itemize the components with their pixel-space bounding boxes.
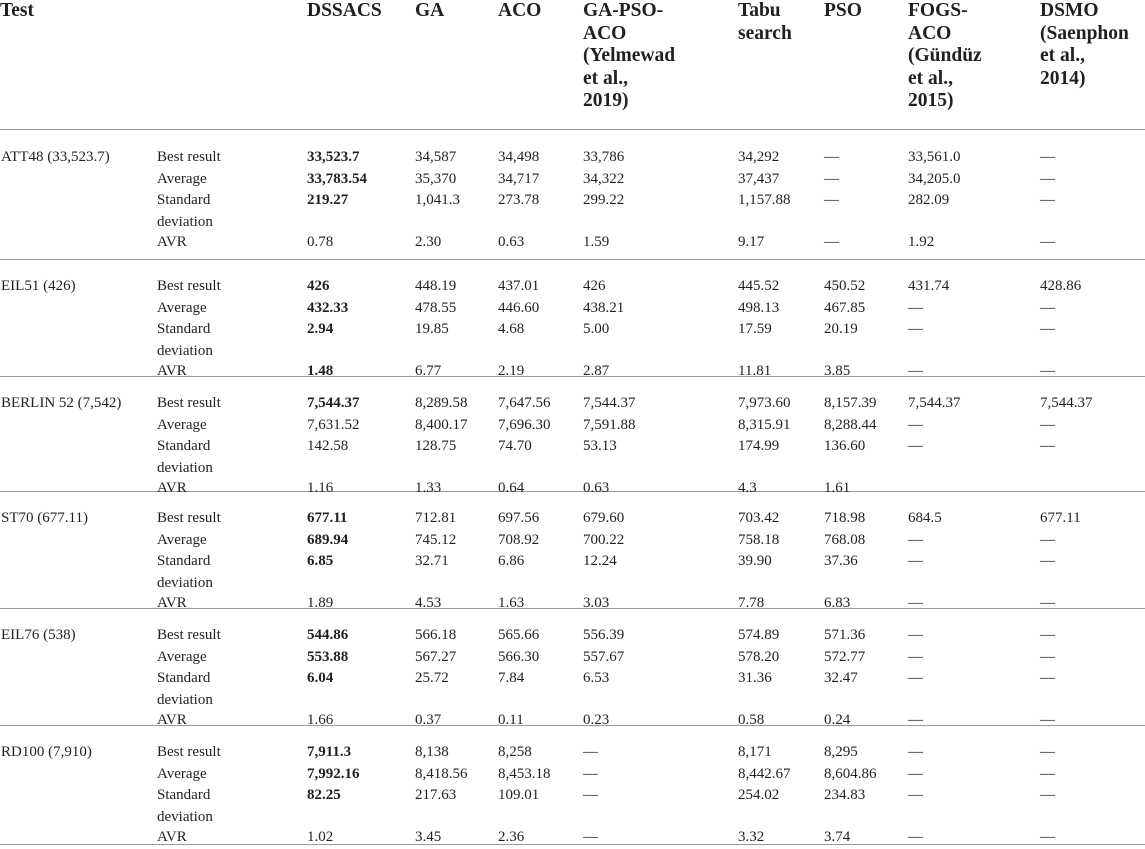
cell-std: — <box>1040 438 1055 454</box>
header-line: 2015) <box>908 90 954 111</box>
row-label-line: Standard <box>157 321 211 337</box>
cell-best: 703.42 <box>738 510 780 526</box>
cell-best: 34,587 <box>415 149 457 165</box>
cell-avr: 0.64 <box>498 480 525 496</box>
cell-std: — <box>908 321 923 337</box>
cell-avr: 9.17 <box>738 234 765 250</box>
header-line: ACO <box>583 22 627 44</box>
test-name: EIL76 (538) <box>1 627 76 643</box>
cell-avg: — <box>908 532 923 548</box>
test-group <box>0 608 1145 726</box>
header-line: Tabu <box>738 0 781 21</box>
cell-std: 12.24 <box>583 553 617 569</box>
cell-best: 34,498 <box>498 149 540 165</box>
cell-best: 34,292 <box>738 149 780 165</box>
cell-avr: 4.53 <box>415 595 442 611</box>
header-col-ga <box>415 0 444 23</box>
header-line: 2014) <box>1040 67 1086 89</box>
cell-std: 6.85 <box>307 553 334 569</box>
cell-best: 8,258 <box>498 744 532 760</box>
cell-avr: — <box>583 829 598 845</box>
cell-avr: — <box>1040 363 1055 379</box>
row-label-line: Standard <box>157 438 211 454</box>
cell-best: 7,544.37 <box>1040 395 1093 411</box>
header-line: (Yelmewad <box>583 45 676 66</box>
cell-best: — <box>908 627 923 643</box>
cell-avg: 8,442.67 <box>738 766 791 782</box>
cell-avg: 8,288.44 <box>824 417 877 433</box>
cell-std: 32.47 <box>824 670 858 686</box>
cell-std: 6.86 <box>498 553 525 569</box>
header-line: et al., <box>583 67 628 89</box>
cell-best: 450.52 <box>824 278 866 294</box>
cell-avg: 768.08 <box>824 532 866 548</box>
cell-std: 273.78 <box>498 192 540 208</box>
cell-avg: — <box>1040 766 1055 782</box>
cell-std: 142.58 <box>307 438 349 454</box>
cell-best: 426 <box>307 278 330 294</box>
cell-avr: 1.02 <box>307 829 334 845</box>
cell-avr: 1.61 <box>824 480 851 496</box>
cell-std: 17.59 <box>738 321 772 337</box>
test-name: BERLIN 52 (7,542) <box>1 395 122 411</box>
row-label-best: Best result <box>157 149 221 165</box>
cell-avg: 572.77 <box>824 649 866 665</box>
cell-avg: 8,453.18 <box>498 766 551 782</box>
cell-std: 6.53 <box>583 670 610 686</box>
cell-avg: — <box>908 417 923 433</box>
cell-std: 136.60 <box>824 438 866 454</box>
cell-avg: 34,717 <box>498 171 540 187</box>
cell-best: 437.01 <box>498 278 540 294</box>
header-col-tabu <box>738 0 792 45</box>
cell-std: — <box>908 553 923 569</box>
cell-avg: 8,604.86 <box>824 766 877 782</box>
cell-avr: 1.16 <box>307 480 334 496</box>
cell-avg: 7,992.16 <box>307 766 360 782</box>
row-label-avr: AVR <box>157 829 187 845</box>
cell-avr: 6.83 <box>824 595 851 611</box>
cell-best: 7,973.60 <box>738 395 791 411</box>
cell-best: 697.56 <box>498 510 540 526</box>
cell-best: 8,295 <box>824 744 858 760</box>
cell-best: — <box>824 149 839 165</box>
cell-std: 299.22 <box>583 192 625 208</box>
cell-avg: 758.18 <box>738 532 780 548</box>
cell-best: 426 <box>583 278 606 294</box>
cell-avr: 2.87 <box>583 363 610 379</box>
row-label-line: deviation <box>157 574 213 591</box>
cell-avr: 2.19 <box>498 363 525 379</box>
cell-avr: — <box>1040 234 1055 250</box>
cell-avg: — <box>1040 417 1055 433</box>
cell-best: — <box>1040 627 1055 643</box>
cell-std: 109.01 <box>498 787 540 803</box>
row-label-line: Standard <box>157 670 211 686</box>
cell-avr: 4.3 <box>738 480 757 496</box>
cell-avg: 498.13 <box>738 300 780 316</box>
cell-avg: 689.94 <box>307 532 349 548</box>
cell-avr: 0.58 <box>738 712 765 728</box>
cell-avr: 1.66 <box>307 712 334 728</box>
header-line: ACO <box>908 22 952 44</box>
row-label-std <box>157 785 213 828</box>
cell-std: — <box>1040 670 1055 686</box>
cell-avr: — <box>908 595 923 611</box>
cell-avr: — <box>908 363 923 379</box>
cell-std: — <box>908 787 923 803</box>
row-label-best: Best result <box>157 510 221 526</box>
cell-std: 174.99 <box>738 438 780 454</box>
header-col-dsmo <box>1040 0 1129 90</box>
cell-std: — <box>1040 321 1055 337</box>
cell-avg: 7,591.88 <box>583 417 636 433</box>
cell-best: 8,157.39 <box>824 395 877 411</box>
cell-avr: 3.03 <box>583 595 610 611</box>
cell-std: 25.72 <box>415 670 449 686</box>
test-group <box>0 376 1145 496</box>
header-line: search <box>738 22 792 44</box>
cell-avr: — <box>908 712 923 728</box>
cell-std: — <box>583 787 598 803</box>
cell-std: 82.25 <box>307 787 341 803</box>
cell-best: 679.60 <box>583 510 625 526</box>
row-label-avr: AVR <box>157 480 187 496</box>
cell-avg: 34,322 <box>583 171 625 187</box>
row-label-line: Standard <box>157 553 211 569</box>
cell-avg: 432.33 <box>307 300 349 316</box>
cell-avg: — <box>583 766 598 782</box>
row-label-line: deviation <box>157 691 213 708</box>
cell-best: 566.18 <box>415 627 457 643</box>
cell-avg: 35,370 <box>415 171 457 187</box>
header-col-test <box>0 0 34 23</box>
row-label-avr: AVR <box>157 363 187 379</box>
cell-avr: 0.63 <box>583 480 610 496</box>
cell-best: — <box>908 744 923 760</box>
cell-avg: 33,783.54 <box>307 171 367 187</box>
cell-best: 718.98 <box>824 510 866 526</box>
row-label-best: Best result <box>157 627 221 643</box>
cell-best: 574.89 <box>738 627 780 643</box>
cell-avr: 3.74 <box>824 829 851 845</box>
cell-std: 19.85 <box>415 321 449 337</box>
cell-best: 677.11 <box>1040 510 1081 526</box>
cell-std: — <box>908 670 923 686</box>
cell-std: 74.70 <box>498 438 532 454</box>
row-label-std <box>157 551 213 594</box>
cell-avr: — <box>908 829 923 845</box>
cell-std: 37.36 <box>824 553 858 569</box>
cell-best: 33,561.0 <box>908 149 961 165</box>
header-line: FOGS- <box>908 0 968 21</box>
cell-avg: — <box>1040 300 1055 316</box>
header-line: PSO <box>824 0 862 21</box>
row-label-std <box>157 668 213 711</box>
row-label-avg: Average <box>157 417 207 433</box>
cell-avr: 3.45 <box>415 829 442 845</box>
cell-avg: — <box>824 171 839 187</box>
row-label-std <box>157 319 213 362</box>
cell-avg: 557.67 <box>583 649 625 665</box>
cell-std: 254.02 <box>738 787 780 803</box>
cell-std: 31.36 <box>738 670 772 686</box>
cell-std: — <box>1040 787 1055 803</box>
cell-std: 2.94 <box>307 321 334 337</box>
row-label-line: Standard <box>157 787 211 803</box>
cell-std: 20.19 <box>824 321 858 337</box>
cell-best: 677.11 <box>307 510 348 526</box>
cell-best: 7,911.3 <box>307 744 352 760</box>
cell-avr: 3.85 <box>824 363 851 379</box>
cell-avr: 0.24 <box>824 712 851 728</box>
cell-std: 39.90 <box>738 553 772 569</box>
row-label-avg: Average <box>157 300 207 316</box>
cell-avr: 0.63 <box>498 234 525 250</box>
row-label-line: Standard <box>157 192 211 208</box>
cell-best: — <box>1040 744 1055 760</box>
cell-avg: — <box>1040 532 1055 548</box>
row-label-best: Best result <box>157 744 221 760</box>
header-line: GA <box>415 0 445 21</box>
cell-avr: 6.77 <box>415 363 442 379</box>
cell-best: — <box>1040 149 1055 165</box>
cell-best: 712.81 <box>415 510 457 526</box>
header-line: DSMO <box>1040 0 1099 21</box>
test-name: ATT48 (33,523.7) <box>1 149 110 165</box>
cell-avg: 700.22 <box>583 532 625 548</box>
table-header <box>0 0 1145 130</box>
cell-avr: 1.33 <box>415 480 442 496</box>
cell-best: 33,786 <box>583 149 625 165</box>
header-line: Test <box>0 0 34 21</box>
cell-std: 234.83 <box>824 787 866 803</box>
cell-std: 5.00 <box>583 321 610 337</box>
cell-avg: 34,205.0 <box>908 171 961 187</box>
row-label-std <box>157 190 213 233</box>
cell-best: 8,171 <box>738 744 772 760</box>
cell-avg: — <box>908 300 923 316</box>
cell-avr: 2.30 <box>415 234 442 250</box>
cell-std: 53.13 <box>583 438 617 454</box>
row-label-line: deviation <box>157 213 213 230</box>
cell-avg: 7,696.30 <box>498 417 551 433</box>
row-label-best: Best result <box>157 395 221 411</box>
test-group <box>0 725 1145 845</box>
cell-avg: 446.60 <box>498 300 540 316</box>
row-label-avg: Average <box>157 766 207 782</box>
cell-avg: — <box>908 649 923 665</box>
cell-std: 4.68 <box>498 321 525 337</box>
test-group <box>0 130 1145 260</box>
cell-std: — <box>824 192 839 208</box>
test-group <box>0 259 1145 377</box>
cell-best: 33,523.7 <box>307 149 360 165</box>
cell-avg: — <box>908 766 923 782</box>
cell-avr: — <box>1040 595 1055 611</box>
cell-avr: 11.81 <box>738 363 772 379</box>
cell-avr: — <box>824 234 839 250</box>
row-label-avr: AVR <box>157 712 187 728</box>
cell-avr: 7.78 <box>738 595 765 611</box>
cell-std: — <box>908 438 923 454</box>
header-col-dssacs <box>307 0 382 23</box>
header-col-pso <box>824 0 862 23</box>
row-label-best: Best result <box>157 278 221 294</box>
cell-std: 282.09 <box>908 192 950 208</box>
test-name: RD100 (7,910) <box>1 744 92 760</box>
cell-avg: 578.20 <box>738 649 780 665</box>
cell-best: 428.86 <box>1040 278 1082 294</box>
cell-std: 217.63 <box>415 787 457 803</box>
header-line: (Saenphon <box>1040 22 1129 44</box>
header-line: (Gündüz <box>908 45 982 66</box>
cell-avg: 566.30 <box>498 649 540 665</box>
cell-avr: 2.36 <box>498 829 525 845</box>
cell-avg: 7,631.52 <box>307 417 360 433</box>
header-line: ACO <box>498 0 542 21</box>
test-name: EIL51 (426) <box>1 278 76 294</box>
cell-avg: 8,400.17 <box>415 417 468 433</box>
cell-std: 32.71 <box>415 553 449 569</box>
cell-best: 431.74 <box>908 278 950 294</box>
row-label-std <box>157 436 213 479</box>
cell-std: 6.04 <box>307 670 334 686</box>
header-line: 2019) <box>583 90 629 111</box>
cell-best: 556.39 <box>583 627 625 643</box>
header-line: et al., <box>1040 45 1085 66</box>
cell-avr: — <box>1040 829 1055 845</box>
header-line: DSSACS <box>307 0 382 21</box>
cell-std: 1,041.3 <box>415 192 460 208</box>
cell-avr: 1.59 <box>583 234 610 250</box>
cell-avg: 745.12 <box>415 532 457 548</box>
cell-avg: 8,315.91 <box>738 417 791 433</box>
test-name: ST70 (677.11) <box>1 510 88 526</box>
cell-avr: 1.63 <box>498 595 525 611</box>
cell-avg: 708.92 <box>498 532 540 548</box>
cell-std: — <box>1040 192 1055 208</box>
cell-avg: — <box>1040 171 1055 187</box>
cell-avr: 0.37 <box>415 712 442 728</box>
header-col-fogs-aco <box>908 0 982 113</box>
header-col-aco <box>498 0 541 23</box>
cell-best: 544.86 <box>307 627 349 643</box>
header-col-ga-pso-aco <box>583 0 675 113</box>
row-label-avg: Average <box>157 171 207 187</box>
cell-best: 565.66 <box>498 627 540 643</box>
header-line: et al., <box>908 67 953 89</box>
cell-avg: — <box>1040 649 1055 665</box>
cell-avr: 1.92 <box>908 234 935 250</box>
cell-std: 128.75 <box>415 438 457 454</box>
cell-std: — <box>1040 553 1055 569</box>
row-label-avr: AVR <box>157 595 187 611</box>
cell-best: 8,138 <box>415 744 449 760</box>
cell-best: 7,544.37 <box>908 395 961 411</box>
row-label-avg: Average <box>157 532 207 548</box>
cell-best: 7,647.56 <box>498 395 551 411</box>
cell-avg: 37,437 <box>738 171 780 187</box>
row-label-line: deviation <box>157 342 213 359</box>
row-label-line: deviation <box>157 808 213 825</box>
cell-best: 7,544.37 <box>583 395 636 411</box>
header-line: GA-PSO- <box>583 0 664 21</box>
cell-std: 7.84 <box>498 670 525 686</box>
cell-best: 684.5 <box>908 510 942 526</box>
cell-avr: 0.11 <box>498 712 524 728</box>
cell-best: 445.52 <box>738 278 780 294</box>
row-label-avg: Average <box>157 649 207 665</box>
cell-avg: 467.85 <box>824 300 866 316</box>
cell-avr: 0.23 <box>583 712 610 728</box>
cell-best: 7,544.37 <box>307 395 360 411</box>
cell-avr: — <box>1040 712 1055 728</box>
cell-avr: 1.89 <box>307 595 334 611</box>
cell-avg: 553.88 <box>307 649 349 665</box>
cell-best: 571.36 <box>824 627 866 643</box>
cell-best: 448.19 <box>415 278 457 294</box>
cell-best: 8,289.58 <box>415 395 468 411</box>
test-group <box>0 491 1145 609</box>
cell-avr: 1.48 <box>307 363 334 379</box>
cell-avg: 478.55 <box>415 300 457 316</box>
cell-std: 1,157.88 <box>738 192 791 208</box>
cell-avg: 567.27 <box>415 649 457 665</box>
cell-std: 219.27 <box>307 192 349 208</box>
row-label-avr: AVR <box>157 234 187 250</box>
cell-avr: 0.78 <box>307 234 334 250</box>
row-label-line: deviation <box>157 459 213 476</box>
cell-avg: 8,418.56 <box>415 766 468 782</box>
cell-avg: 438.21 <box>583 300 625 316</box>
cell-best: — <box>583 744 598 760</box>
cell-avr: 3.32 <box>738 829 765 845</box>
